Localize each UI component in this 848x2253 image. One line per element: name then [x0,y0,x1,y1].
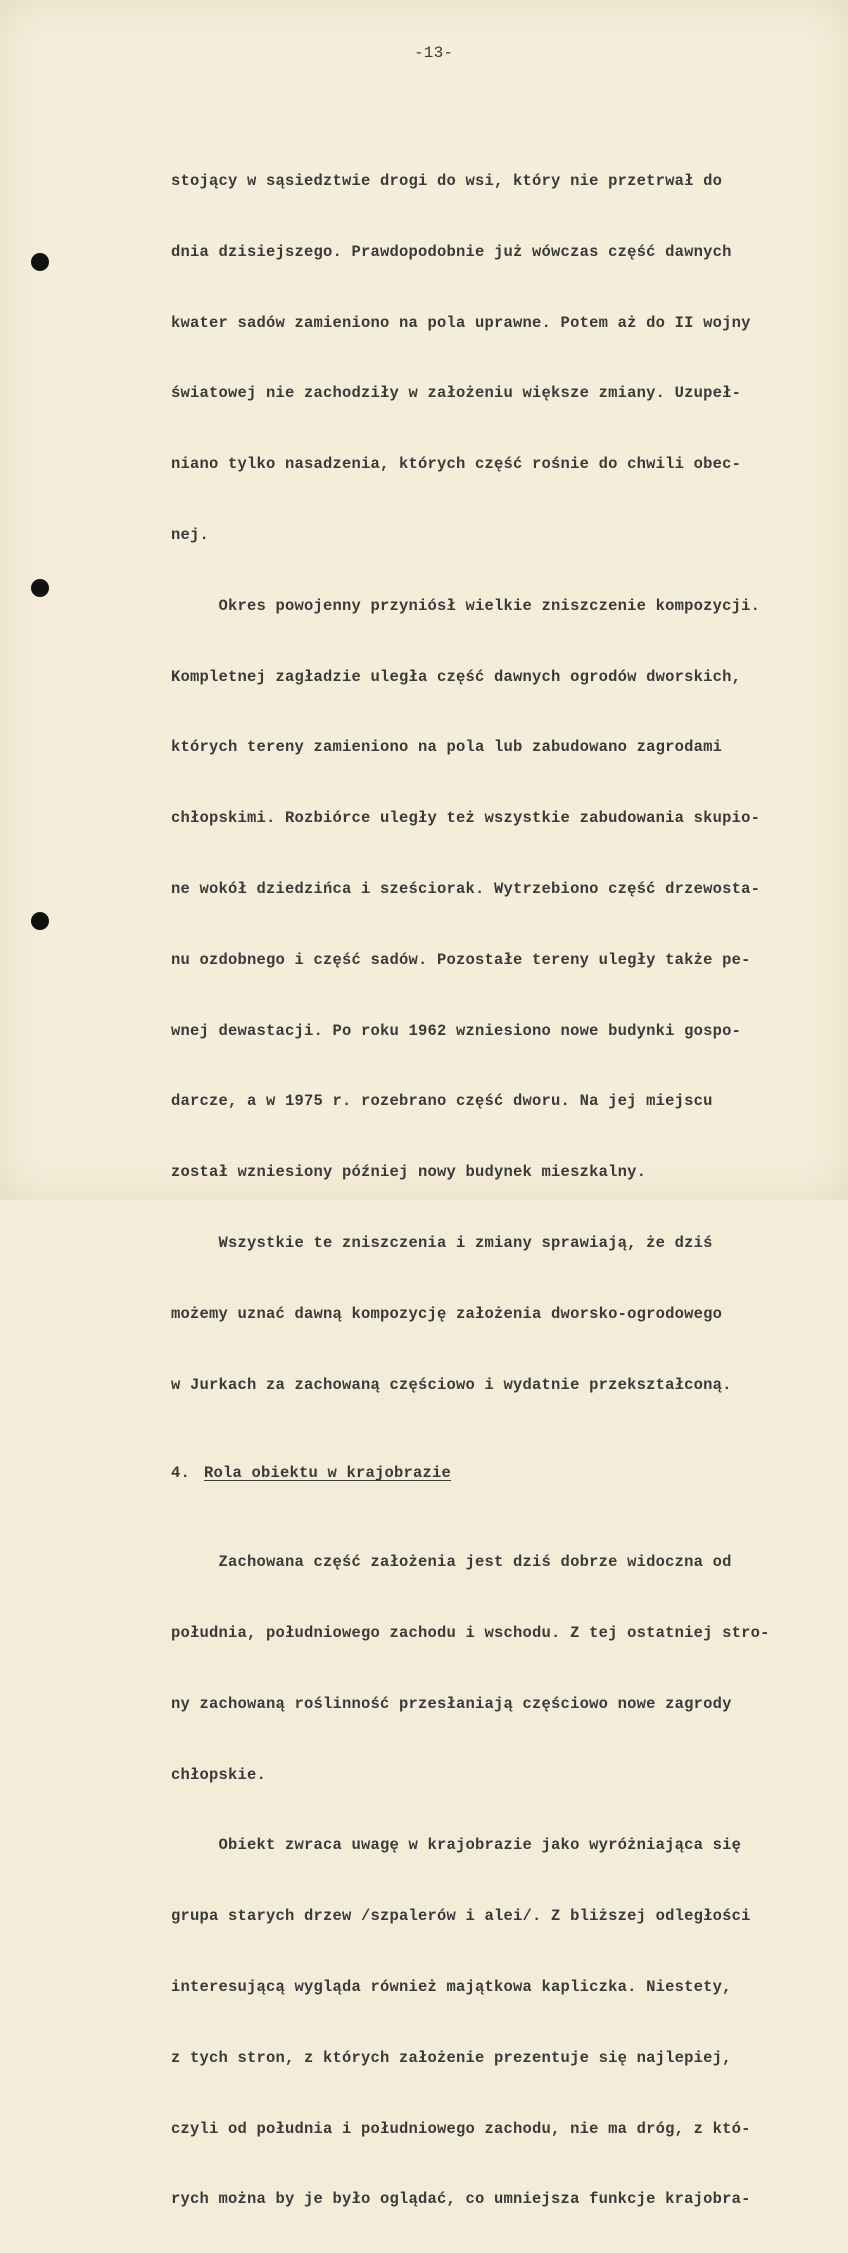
text-line: został wzniesiony później nowy budynek mieszkalny. [171,1163,647,1182]
text-line: Kompletnej zagładzie uległa część dawnych ogrodów dworskich, [171,667,742,686]
section-number: 4. [171,1464,191,1483]
text-line: Okres powojenny przyniósł wielkie zniszczenie kompozycji. [171,596,761,615]
page-number: -13- [414,44,454,62]
text-line: grupa starych drzew /szpalerów i alei/. Z bliższej odległości [171,1907,751,1926]
text-line: w Jurkach za zachowaną częściowo i wydatnie przekształconą. [171,1375,732,1394]
text-line: chłopskimi. Rozbiórce uległy też wszystkie zabudowania skupio- [171,809,761,828]
section-title: Rola obiektu w krajobrazie [204,1464,452,1483]
body-text [171,128,811,2253]
text-line: Zachowana część założenia jest dziś dobrze widoczna od [171,1553,732,1572]
text-line: nej. [171,525,210,544]
text-line: południa, południowego zachodu i wschodu. Z tej ostatniej stro- [171,1623,770,1642]
text-line: rych można by je było oglądać, co umniejsza funkcje krajobra- [171,2190,751,2209]
text-line: chłopskie. [171,1765,267,1784]
section-heading [171,1456,811,1491]
text-line: Obiekt zwraca uwagę w krajobrazie jako wyróżniająca się [171,1836,742,1855]
text-line: stojący w sąsiedztwie drogi do wsi, który nie przetrwał do [171,172,723,190]
punch-hole [31,253,49,271]
text-line: ny zachowaną roślinność przesłaniają częściowo nowe zagrody [171,1694,732,1713]
text-line: światowej nie zachodziły w założeniu większe zmiany. Uzupeł- [171,384,742,403]
text-line: niano tylko nasadzenia, których część rośnie do chwili obec- [171,455,742,474]
text-line: Wszystkie te zniszczenia i zmiany sprawiają, że dziś [171,1233,713,1252]
text-line: interesującą wygląda również majątkowa kapliczka. Niestety, [171,1977,732,1996]
text-line: z tych stron, z których założenie prezentuje się najlepiej, [171,2048,732,2067]
text-line: możemy uznać dawną kompozycję założenia dworsko-ogrodowego [171,1304,723,1323]
text-line: ne wokół dziedzińca i sześciorak. Wytrzebiono część drzewosta- [171,879,761,898]
text-line: kwater sadów zamieniono na pola uprawne. Potem aż do II wojny [171,313,751,332]
text-line: których tereny zamieniono na pola lub zabudowano zagrodami [171,738,723,757]
text-line: wnej dewastacji. Po roku 1962 wzniesiono nowe budynki gospo- [171,1021,742,1040]
punch-hole [31,912,49,930]
text-line: czyli od południa i południowego zachodu, nie ma dróg, z któ- [171,2119,751,2138]
text-line: dnia dzisiejszego. Prawdopodobnie już wówczas część dawnych [171,242,732,261]
punch-hole [31,579,49,597]
text-line: darcze, a w 1975 r. rozebrano część dworu. Na jej miejscu [171,1092,713,1111]
text-line: nu ozdobnego i część sadów. Pozostałe tereny uległy także pe- [171,950,751,969]
